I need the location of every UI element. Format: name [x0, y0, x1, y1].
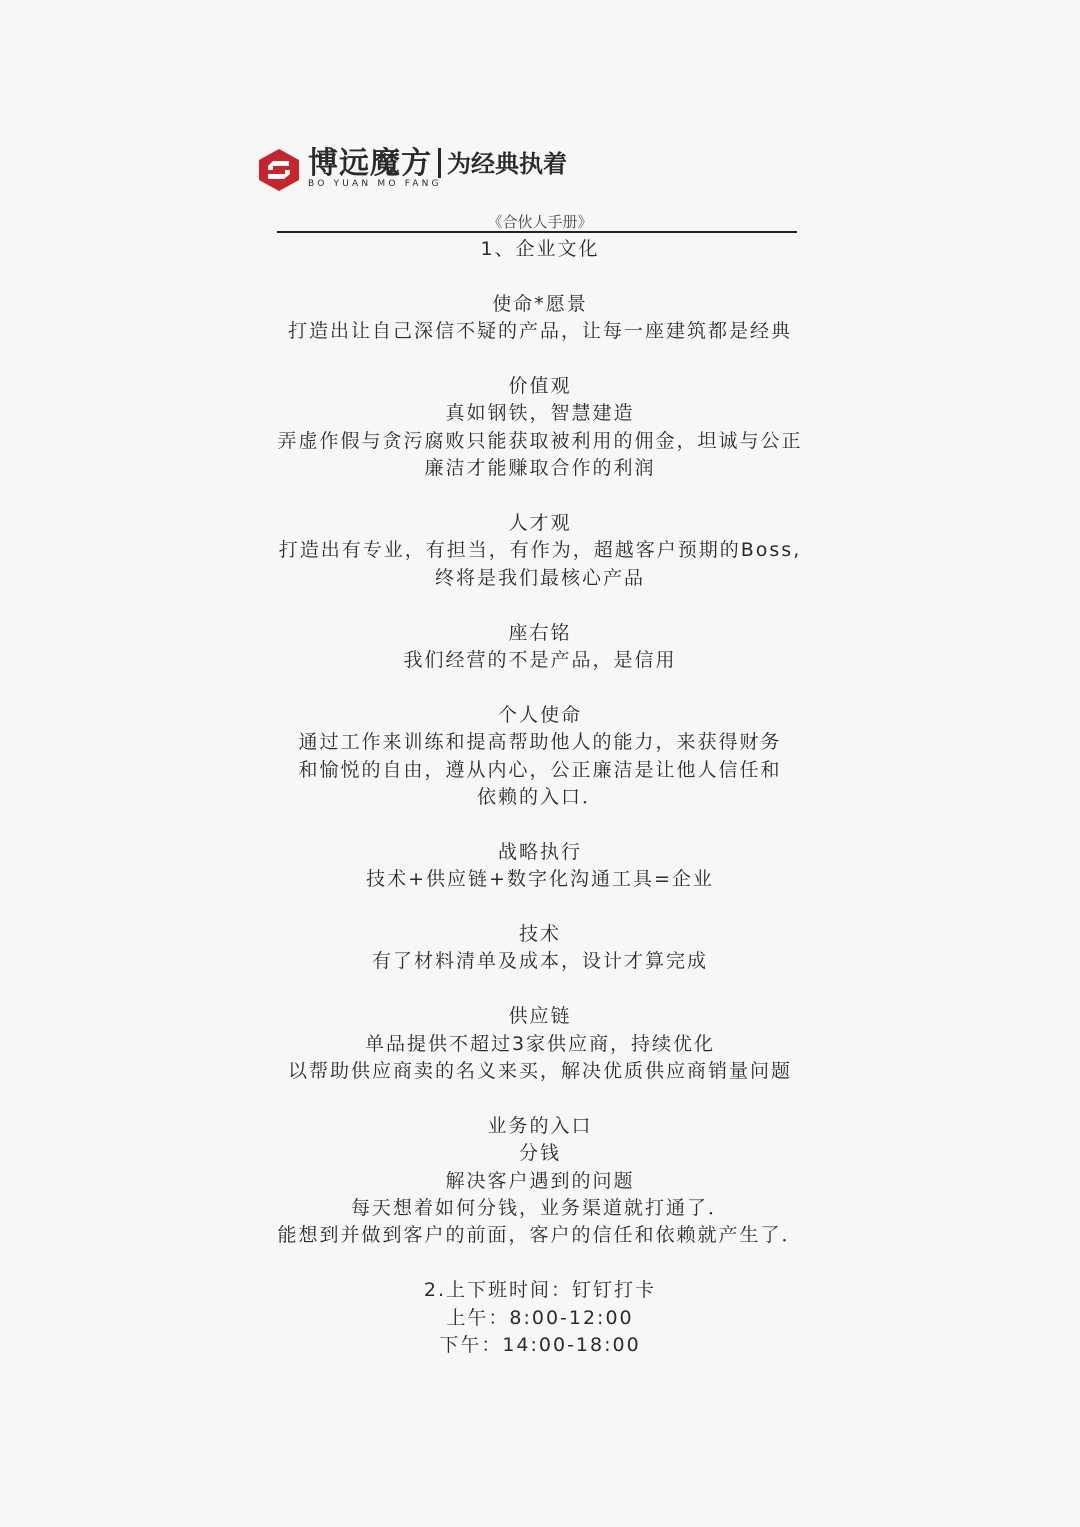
text-line: 1、企业文化	[480, 238, 600, 260]
blank-line	[0, 592, 1080, 619]
text-line: 技术	[518, 923, 561, 946]
blank-line	[0, 976, 1080, 1003]
blank-line	[0, 674, 1080, 701]
text-line: 弄虚作假与贪污腐败只能获取被利用的佣金，坦诚与公正	[277, 429, 803, 452]
text-line: 解决客户遇到的问题	[445, 1169, 635, 1192]
header-divider	[277, 231, 797, 233]
text-line: 以帮助供应商卖的名义来买，解决优质供应商销量问题	[287, 1060, 792, 1083]
brand-logo	[258, 148, 567, 194]
blank-line	[0, 1250, 1080, 1277]
blank-line	[0, 346, 1080, 373]
logo-text	[308, 148, 567, 194]
text-line: 打造出有专业，有担当，有作为，超越客户预期的Boss,	[278, 539, 802, 562]
brand-slogan: 为经典执着	[447, 150, 567, 178]
blank-line	[0, 894, 1080, 921]
brand-divider	[438, 148, 441, 178]
text-line: 依赖的入口．	[476, 786, 603, 809]
text-line: 我们经营的不是产品，是信用	[403, 649, 677, 672]
text-line: 供应链	[508, 1005, 572, 1028]
text-line: 个人使命	[497, 703, 582, 726]
text-line: 能想到并做到客户的前面，客户的信任和依赖就产生了．	[277, 1224, 803, 1247]
text-line: 有了材料清单及成本，设计才算完成	[371, 950, 708, 973]
text-line: 下午：14:00-18:00	[439, 1334, 641, 1357]
text-line: 2.上下班时间：钉钉打卡	[423, 1279, 657, 1302]
text-line: 上午：8:00-12:00	[446, 1306, 634, 1329]
blank-line	[0, 1085, 1080, 1112]
text-line: 分钱	[518, 1142, 561, 1165]
blank-line	[0, 811, 1080, 838]
text-line: 业务的入口	[487, 1114, 593, 1137]
text-line: 真如钢铁，智慧建造	[445, 402, 635, 425]
text-line: 每天想着如何分钱，业务渠道就打通了．	[350, 1197, 729, 1220]
text-line: 战略执行	[497, 840, 582, 863]
text-line: 技术+供应链+数字化沟通工具=企业	[366, 868, 714, 891]
document-subtitle: 《合伙人手册》	[487, 213, 593, 231]
blank-line	[0, 263, 1080, 290]
text-line: 终将是我们最核心产品	[434, 566, 645, 589]
text-line: 打造出让自己深信不疑的产品，让每一座建筑都是经典	[287, 320, 792, 343]
text-line: 廉洁才能赚取合作的利润	[424, 457, 656, 480]
text-line: 价值观	[508, 375, 572, 397]
text-line: 使命*愿景	[492, 292, 588, 315]
text-line: 单品提供不超过3家供应商，持续优化	[364, 1032, 716, 1055]
brand-pinyin: BO YUAN MO FANG	[308, 179, 442, 189]
text-line: 座右铭	[508, 621, 572, 644]
brand-name: 博远魔方	[308, 146, 432, 181]
text-line: 通过工作来训练和提高帮助他人的能力，来获得财务	[298, 731, 782, 754]
text-line: 人才观	[508, 512, 572, 535]
logo-s-icon	[258, 148, 300, 192]
blank-line	[0, 483, 1080, 510]
text-line: 和愉悦的自由，遵从内心，公正廉洁是让他人信任和	[298, 758, 782, 781]
handbook-content	[0, 236, 1080, 1360]
